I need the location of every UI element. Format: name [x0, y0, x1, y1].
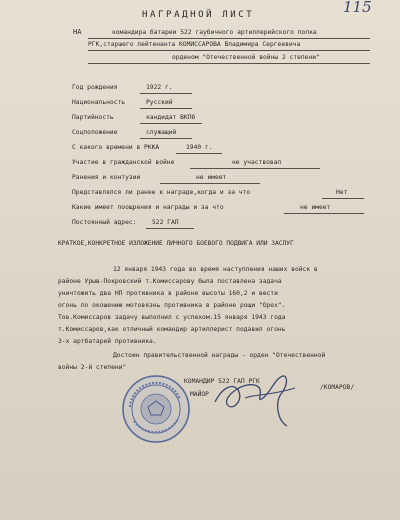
- field-value-civil-war: не участвовал: [232, 159, 282, 166]
- round-stamp: [120, 373, 192, 445]
- signature-position: КОМАНДИР 522 ГАП РГК: [184, 378, 260, 385]
- field-underline-social: [140, 138, 192, 139]
- header-underline-1: [88, 38, 370, 39]
- field-value-address: 522 ГАП: [152, 219, 179, 226]
- signature-rank: МАЙОР: [190, 391, 209, 398]
- body-line: т.Комиссаров,как отличный командир артиллерист подавил огонь: [58, 326, 286, 333]
- field-label-service-since: С какого времени в РККА: [72, 144, 160, 151]
- field-value-social: служащий: [146, 129, 177, 136]
- signature-graphic: [205, 368, 305, 428]
- summary-heading: КРАТКОЕ,КОНКРЕТНОЕ ИЗЛОЖЕНИЕ ЛИЧНОГО БОЕВОГО ПОДВИГА ИЛИ ЗАСЛУГ: [58, 240, 294, 247]
- field-value-party: кандидат ВКПб: [146, 114, 196, 121]
- handwritten-signature: [205, 368, 305, 432]
- field-label-commendations: Какие имеет поощрения и награды и за что: [72, 204, 224, 211]
- field-label-previous-awards: Представлялся ли ранее к награде,когда и за что: [72, 189, 251, 196]
- field-label-social: Соцположение: [72, 129, 118, 136]
- body-line: войны 2-й степени": [58, 364, 127, 371]
- field-underline-nationality: [140, 108, 192, 109]
- field-value-previous-awards: Нет: [336, 189, 348, 196]
- field-underline-birth-year: [140, 93, 192, 94]
- field-underline-previous-awards: [322, 198, 364, 199]
- header-prefix: НА: [73, 28, 82, 36]
- stamp-graphic: [120, 373, 192, 445]
- field-label-address: Постоянный адрес:: [72, 219, 137, 226]
- body-line: районе Урыв-Покровский т.Комиссарову была поставлена задача: [58, 278, 282, 285]
- field-underline-party: [140, 123, 202, 124]
- field-underline-commendations: [284, 213, 364, 214]
- field-value-wounds: не имеет: [196, 174, 227, 181]
- header-line-1: командира батареи 522 гаубичного артиллерийского полка: [112, 29, 317, 36]
- signature-name: /КОМАРОВ/: [320, 384, 355, 391]
- field-value-nationality: Русский: [146, 99, 173, 106]
- body-line: огонь по окошению мотовязнь противника в районе рощи "Орех".: [58, 302, 286, 309]
- document-title: НАГРАДНОЙ ЛИСТ: [142, 10, 255, 20]
- field-value-service-since: 1940 г.: [186, 144, 213, 151]
- body-line: Достоин правительственной награды - орден "Отечественной: [113, 352, 326, 359]
- field-value-birth-year: 1922 г.: [146, 84, 173, 91]
- field-label-wounds: Ранения и контузии: [72, 174, 141, 181]
- header-line-2: РГК,старшего лейтенанта КОМИССАРОВА Владимира Сергеевича: [88, 41, 301, 48]
- field-label-party: Партийность: [72, 114, 114, 121]
- body-line: Тов.Комиссаров задачу выполнил с успехом.15 января 1943 года: [58, 314, 286, 321]
- field-underline-address: [146, 228, 194, 229]
- body-line: 12 января 1943 года во время наступления наших войск в: [113, 266, 318, 273]
- field-value-commendations: не имеет: [300, 204, 331, 211]
- field-label-civil-war: Участие в гражданской войне: [72, 159, 175, 166]
- header-underline-3: [88, 63, 370, 64]
- field-underline-service-since: [176, 153, 222, 154]
- field-underline-wounds: [160, 183, 260, 184]
- field-underline-civil-war: [190, 168, 320, 169]
- header-underline-2: [88, 50, 370, 51]
- page-number: 115: [343, 0, 372, 16]
- body-line: уничтожить два НП противника в районе высоты 160,2 и вести: [58, 290, 278, 297]
- header-line-3: орденом "Отечественной войны 2 степени": [172, 54, 320, 61]
- field-label-birth-year: Год рождения: [72, 84, 118, 91]
- field-label-nationality: Национальность: [72, 99, 126, 106]
- body-line: 3-х артбатарей противника.: [58, 338, 157, 345]
